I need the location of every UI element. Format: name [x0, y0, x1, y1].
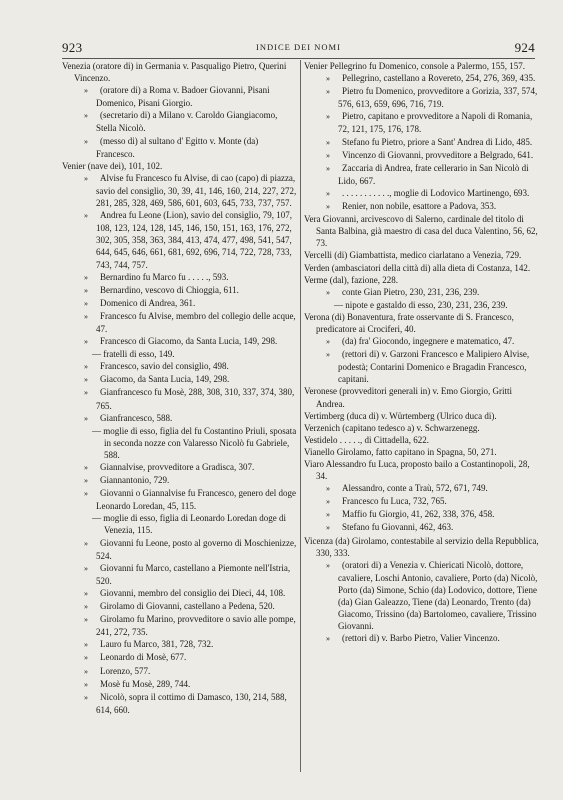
entry-text: Lauro fu Marco, 381, 728, 732.: [100, 639, 214, 650]
index-subentry: [304, 348, 540, 385]
index-columns: [62, 60, 539, 780]
entry-text: Pellegrino, castellano a Rovereto, 254, 276, 369, 435.: [342, 73, 536, 84]
ditto-mark: »: [84, 311, 88, 321]
index-subentry: [62, 84, 298, 109]
entry-text: Giacomo, da Santa Lucia, 149, 298.: [100, 374, 230, 385]
entry-text: Gianfrancesco fu Mosè, 288, 308, 310, 337, 374, 380, 765.: [96, 387, 295, 411]
ditto-mark: »: [84, 388, 88, 398]
entry-text: Pietro fu Domenico, provveditore a Gorizia, 337, 574, 576, 613, 659, 696, 716, 719.: [338, 86, 538, 110]
ditto-mark: »: [84, 666, 88, 676]
header-rule: [62, 58, 535, 59]
index-entry: [304, 385, 540, 409]
ditto-mark: »: [84, 111, 88, 121]
entry-text: Nicolò, sopra il cottimo di Damasco, 130, 214, 588, 614, 660.: [96, 691, 287, 715]
entry-text: Maffio fu Giorgio, 41, 262, 338, 376, 458.: [342, 509, 495, 520]
index-subentry: [62, 271, 298, 284]
entry-text: Verzenich (capitano tedesco a) v. Schwarzenegg.: [304, 422, 480, 433]
entry-text: Vicenza (da) Girolamo, contestabile al servizio della Repubblica, 330, 333.: [304, 535, 539, 558]
index-subentry: [62, 461, 298, 474]
ditto-mark: »: [326, 337, 330, 347]
index-subentry: [62, 386, 298, 411]
ditto-mark: »: [84, 538, 88, 548]
entry-text: Vestidelo . . . . ., di Cittadella, 622.: [304, 434, 429, 445]
index-subentry: [62, 651, 298, 664]
index-subentry: [62, 562, 298, 587]
entry-text: (messo di) al sultano d' Egitto v. Monte (da) Francesco.: [96, 135, 259, 159]
ditto-mark: »: [84, 298, 88, 308]
entry-text: Giovanni o Giannalvise fu Francesco, genero del doge Leonardo Loredan, 45, 115.: [96, 488, 296, 512]
right-column: [304, 60, 540, 645]
index-subentry: [62, 487, 298, 512]
entry-text: Bernardino fu Marco fu . . . . ., 593.: [100, 271, 229, 282]
index-subentry: [62, 678, 298, 691]
entry-text: Zaccaria di Andrea, frate cellerario in San Nicolò di Lido, 667.: [338, 162, 529, 186]
index-subentry: [304, 149, 540, 162]
ditto-mark: »: [326, 150, 330, 160]
index-entry: [304, 262, 540, 274]
index-subentry: [62, 638, 298, 651]
index-entry: [304, 249, 540, 261]
entry-text: Venier Pellegrino fu Domenico, console a Palermo, 155, 157.: [304, 61, 525, 71]
entry-text: Lorenzo, 577.: [100, 665, 151, 676]
ditto-mark: »: [326, 163, 330, 173]
entry-text: Alessandro, conte a Traù, 572, 671, 749.: [342, 483, 488, 494]
index-subentry: [62, 474, 298, 487]
index-entry: [304, 422, 540, 434]
index-subentry: [62, 425, 298, 461]
index-subentry: [304, 187, 540, 200]
ditto-mark: »: [84, 679, 88, 689]
entry-text: Viaro Alessandro fu Luca, proposto bailo a Costantinopoli, 28, 34.: [304, 459, 530, 482]
ditto-mark: »: [84, 362, 88, 372]
ditto-mark: »: [326, 510, 330, 520]
index-subentry: [304, 335, 540, 348]
index-subentry: [304, 85, 540, 110]
index-subentry: [62, 209, 298, 270]
index-subentry: [304, 521, 540, 534]
entry-text: Vianello Girolamo, fatto capitano in Spagna, 50, 271.: [304, 446, 497, 457]
entry-text: Bernardino, vescovo di Chioggia, 611.: [100, 284, 239, 295]
entry-text: — nipote e gastaldo di esso, 230, 231, 236, 239.: [334, 299, 508, 310]
entry-text: Vera Giovanni, arcivescovo di Salerno, cardinale del titolo di Santa Balbina, già maestro di casa del duca Valentino, 56, 62, 73.: [304, 214, 538, 249]
entry-text: Veronese (provveditori generali in) v. Emo Giorgio, Gritti Andrea.: [304, 386, 512, 409]
index-subentry: [304, 482, 540, 495]
index-subentry: [62, 412, 298, 425]
entry-text: Francesco fu Luca, 732, 765.: [342, 496, 447, 507]
ditto-mark: »: [84, 692, 88, 702]
ditto-mark: »: [84, 602, 88, 612]
index-subentry: [62, 373, 298, 386]
entry-text: (da) fra' Giocondo, ingegnere e matematico, 47.: [342, 336, 515, 347]
ditto-mark: »: [84, 375, 88, 385]
entry-text: Andrea fu Leone (Lion), savio del consiglio, 79, 107, 108, 123, 124, 128, 145, 146, 150, 151, 163, 176, 272, 302, 305, 358, 363, 384, 413, 474, 477, 498, 541, 547, 644, 645, 646, 661, 681, 692, 696, 714, 722, 728, 733, 743, 744, 757.: [96, 210, 292, 270]
page-number-left: 923: [62, 40, 83, 55]
index-entry: [304, 446, 540, 458]
ditto-mark: »: [84, 615, 88, 625]
entry-text: Mosè fu Mosè, 289, 744.: [100, 678, 191, 689]
ditto-mark: »: [326, 112, 330, 122]
index-subentry: [304, 495, 540, 508]
ditto-mark: »: [84, 285, 88, 295]
entry-text: Venier (nave dei), 101, 102.: [62, 160, 163, 171]
entry-text: . . . . . . . . . . ., moglie di Lodovico Martinengo, 693.: [342, 187, 530, 198]
index-subentry: [62, 613, 298, 638]
ditto-mark: »: [84, 653, 88, 663]
entry-text: Giannalvise, provveditore a Gradisca, 307.: [100, 462, 255, 472]
ditto-mark: »: [326, 350, 330, 360]
entry-text: Francesco fu Alvise, membro del collegio delle acque, 47.: [96, 310, 296, 334]
index-subentry: [304, 136, 540, 149]
ditto-mark: »: [326, 87, 330, 97]
entry-text: — moglie di esso, figlia di Leonardo Loredan doge di Venezia, 115.: [92, 513, 286, 536]
entry-text: Domenico di Andrea, 361.: [100, 297, 196, 308]
entry-text: Girolamo fu Marino, provveditore o savio alle pompe, 241, 272, 735.: [96, 614, 296, 638]
ditto-mark: »: [84, 588, 88, 598]
index-entry: [304, 434, 540, 446]
index-subentry: [62, 297, 298, 310]
index-entry: [62, 160, 298, 172]
index-subentry: [62, 310, 298, 335]
entry-text: Francesco, savio del consiglio, 498.: [100, 361, 229, 372]
index-subentry: [304, 299, 540, 311]
ditto-mark: »: [84, 476, 88, 486]
entry-text: — fratelli di esso, 149.: [92, 349, 175, 360]
ditto-mark: »: [84, 640, 88, 650]
entry-text: — moglie di esso, figlia del fu Costantino Priuli, sposata in seconda nozze con Valaresso Nicolò fu Gabriele, 588.: [92, 425, 297, 460]
index-entry: [304, 458, 540, 482]
index-entry: [304, 535, 540, 559]
index-subentry: [62, 600, 298, 613]
index-subentry: [304, 632, 540, 645]
ditto-mark: »: [84, 136, 88, 146]
ditto-mark: »: [84, 211, 88, 221]
ditto-mark: »: [84, 413, 88, 423]
entry-text: Stefano fu Pietro, priore a Sant' Andrea di Lido, 485.: [342, 136, 533, 147]
entry-text: Verona (di) Bonaventura, frate osservante di S. Francesco, predicatore ai Crociferi, 40.: [304, 311, 514, 334]
entry-text: Verme (dal), fazione, 228.: [304, 274, 398, 285]
page-header: [62, 40, 535, 54]
ditto-mark: »: [326, 523, 330, 533]
ditto-mark: »: [326, 74, 330, 84]
index-subentry: [304, 559, 540, 633]
entry-text: Leonardo di Mosè, 677.: [100, 652, 187, 663]
index-entry: [304, 274, 540, 286]
ditto-mark: »: [326, 202, 330, 212]
index-subentry: [62, 691, 298, 716]
page-number-right: 924: [514, 40, 535, 55]
index-subentry: [62, 284, 298, 297]
ditto-mark: »: [84, 463, 88, 472]
entry-text: (oratore di) a Roma v. Badoer Giovanni, Pisani Domenico, Pisani Giorgio.: [96, 85, 270, 109]
entry-text: Venezia (oratore di) in Germania v. Pasqualigo Pietro, Querini Vincenzo.: [62, 61, 287, 84]
index-subentry: [62, 348, 298, 360]
index-subentry: [62, 665, 298, 678]
ditto-mark: »: [84, 337, 88, 347]
entry-text: (secretario di) a Milano v. Caroldo Giangiacomo, Stella Nicolò.: [96, 110, 278, 134]
entry-text: Giannantonio, 729.: [100, 475, 170, 486]
entry-text: (rettori di) v. Barbo Pietro, Valier Vincenzo.: [342, 633, 500, 644]
entry-text: Girolamo di Giovanni, castellano a Pedena, 520.: [100, 601, 275, 612]
running-title: INDICE DEI NOMI: [256, 42, 341, 52]
entry-text: Vertimberg (duca di) v. Würtemberg (Ulrico duca di).: [304, 410, 497, 421]
entry-text: Alvise fu Francesco fu Alvise, di cao (capo) di piazza, savio del consiglio, 30, 39, 41, 146, 160, 214, 227, 272, 281, 285, 328, 469, 586, 601, 603, 645, 733, 737, 757.: [96, 172, 297, 209]
left-column: [62, 60, 298, 716]
index-subentry: [62, 109, 298, 134]
entry-text: Giovanni, membro del consiglio dei Dieci, 44, 108.: [100, 587, 286, 598]
index-entry: [62, 60, 298, 84]
index-entry: [304, 60, 540, 72]
index-subentry: [62, 537, 298, 562]
entry-text: conte Gian Pietro, 230, 231, 236, 239.: [342, 286, 480, 297]
index-subentry: [62, 335, 298, 348]
entry-text: Vercelli (di) Giambattista, medico ciarlatano a Venezia, 729.: [304, 250, 522, 261]
entry-text: Verden (ambasciatori della città di) alla dieta di Costanza, 142.: [304, 262, 531, 273]
ditto-mark: »: [326, 287, 330, 297]
ditto-mark: »: [326, 484, 330, 494]
index-entry: [304, 410, 540, 422]
column-divider: [300, 60, 301, 772]
index-subentry: [304, 162, 540, 187]
ditto-mark: »: [84, 173, 88, 183]
entry-text: (rettori di) v. Garzoni Francesco e Malipiero Alvise, podestà; Contarini Domenico e Bragadin Francesco, capitani.: [338, 349, 530, 385]
entry-text: Gianfrancesco, 588.: [100, 412, 173, 423]
index-subentry: [62, 172, 298, 209]
entry-text: Giovanni fu Marco, castellano a Piemonte nell'Istria, 520.: [96, 562, 291, 586]
ditto-mark: »: [84, 489, 88, 499]
ditto-mark: »: [326, 560, 330, 570]
index-subentry: [304, 508, 540, 521]
ditto-mark: »: [326, 188, 330, 198]
index-subentry: [304, 110, 540, 135]
index-subentry: [62, 135, 298, 160]
index-entry: [304, 213, 540, 249]
index-subentry: [62, 512, 298, 536]
entry-text: Stefano fu Giovanni, 462, 463.: [342, 522, 454, 533]
entry-text: Renier, non nobile, esattore a Padova, 353.: [342, 201, 497, 212]
entry-text: Francesco di Giacomo, da Santa Lucia, 149, 298.: [100, 336, 278, 347]
ditto-mark: »: [84, 563, 88, 573]
ditto-mark: »: [84, 86, 88, 96]
index-subentry: [62, 587, 298, 600]
entry-text: Vincenzo di Giovanni, provveditore a Belgrado, 641.: [342, 149, 534, 160]
index-subentry: [304, 200, 540, 213]
ditto-mark: »: [326, 497, 330, 507]
index-subentry: [62, 360, 298, 373]
index-subentry: [304, 72, 540, 85]
ditto-mark: »: [326, 634, 330, 644]
entry-text: (oratori di) a Venezia v. Chiericati Nicolò, dottore, cavaliere, Loschi Antonio, cavaliere, Porto (da) Nicolò, Porto (da) Simone, Schio (da) Lodovico, dottore, Tiene (da) Gian Galeazzo, Tiene (da) Leonardo, Trento (da) Giacomo, Trissino (da) Bartolomeo, cavaliere, Trissino Giovanni.: [338, 559, 538, 632]
index-entry: [304, 311, 540, 335]
entry-text: Pietro, capitano e provveditore a Napoli di Romania, 72, 121, 175, 176, 178.: [338, 111, 533, 135]
ditto-mark: »: [84, 272, 88, 282]
ditto-mark: »: [326, 137, 330, 147]
index-subentry: [304, 286, 540, 299]
entry-text: Giovanni fu Leone, posto al governo di Moschienizze, 524.: [96, 537, 297, 561]
